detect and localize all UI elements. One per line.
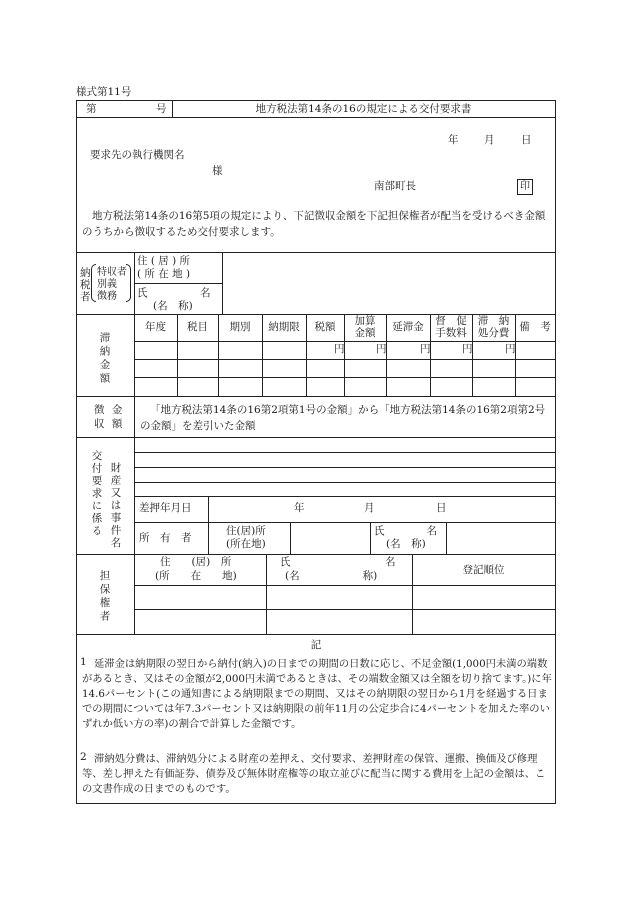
security-address-label: 住 (居) 所 <box>160 556 232 568</box>
seizure-divider <box>208 496 209 522</box>
dai-label: 第 <box>86 103 97 115</box>
yen-tokusoku: 円 <box>462 343 473 355</box>
frame-top <box>76 100 556 101</box>
arrears-row-line <box>134 377 555 378</box>
seizure-date-label: 差押年月日 <box>139 502 192 514</box>
owner-name-sub: (名 称) <box>386 538 426 550</box>
note-2-number: 2 <box>80 751 87 763</box>
taxpayer-bracket-left <box>91 264 96 302</box>
form-title: 地方税法第14条の16の規定による交付要求書 <box>255 103 472 115</box>
taxpayer-inner-3: 徴務 <box>97 291 117 302</box>
arrears-row-line <box>134 341 555 342</box>
notes-heading: 記 <box>310 639 322 651</box>
frame-right <box>555 100 556 803</box>
col-header-tokusoku-2: 手数料 <box>435 327 467 339</box>
col-header-nokigen: 納期限 <box>268 321 300 333</box>
security-address-sub: (所 在 地) <box>155 570 237 582</box>
owner-name-label: 氏 名 <box>374 525 437 537</box>
date-year: 年 <box>448 134 459 146</box>
taxpayer-label-a: 納 <box>80 267 91 279</box>
collection-label-1: 徴 金 <box>94 404 125 416</box>
owner-divider <box>208 522 209 554</box>
property-label-outer: 交付要求に係る <box>90 450 103 538</box>
col-header-zeimoku: 税目 <box>187 321 208 333</box>
issuer-name: 南部町長 <box>374 180 416 192</box>
property-line <box>134 496 555 497</box>
security-rank-label: 登記順位 <box>462 564 505 576</box>
header-bottom-line <box>76 117 556 118</box>
security-name-label: 氏 名 <box>280 556 396 568</box>
col-header-shobun-2: 処分費 <box>477 327 510 339</box>
recipient-sama: 様 <box>212 165 223 177</box>
col-header-shobun-1: 滞 納 <box>477 315 510 327</box>
taxpayer-value-divider <box>222 252 223 314</box>
note-1-number: 1 <box>80 656 87 668</box>
taxpayer-label-c: 者 <box>80 291 91 303</box>
property-line <box>134 482 555 483</box>
col-header-tokusoku-1: 督 促 <box>435 315 467 327</box>
taxpayer-mid-line <box>134 283 222 284</box>
frame-left <box>76 100 77 803</box>
seal-mark: 印 <box>517 179 533 195</box>
go-label: 号 <box>156 103 167 115</box>
note-2-text: 滞納処分費は、滞納処分による財産の差押え、交付要求、差押財産の保管、運搬、換価及び修理等、差し押えた有価証券、債券及び無体財産権等の取立並びに配当に関する費用を上記の金額は、この文書作成の日までのものです。 <box>82 753 546 795</box>
security-label-divider <box>134 554 135 634</box>
collection-top-line <box>76 396 556 397</box>
arrears-label: 滞納金額 <box>98 332 111 386</box>
col-header-kasan-1: 加算 <box>354 315 376 327</box>
col-header-entaikin: 延滞金 <box>392 321 424 333</box>
property-label-inner: 財産又は事件名 <box>109 462 122 550</box>
arrears-row-line <box>134 359 555 360</box>
col-header-biko: 備 考 <box>519 321 551 333</box>
property-line <box>134 452 555 453</box>
seizure-day: 日 <box>436 502 447 514</box>
intro-paragraph: 地方税法第14条の16第5項の規定により、下記徴収金額を下記担保権者が配当を受けるべき金額のうちから徴収するため交付要求します。 <box>82 210 546 238</box>
taxpayer-address-label: 住 ( 居 ) 所 <box>137 255 191 267</box>
yen-zeigaku: 円 <box>334 343 345 355</box>
yen-entaikin: 円 <box>420 343 431 355</box>
seizure-year: 年 <box>294 502 305 514</box>
security-label: 担保権者 <box>98 570 111 624</box>
date-day: 日 <box>521 134 532 146</box>
col-header-nendo: 年度 <box>145 321 166 333</box>
col-header-kibetsu: 期別 <box>229 321 251 333</box>
owner-divider <box>290 522 291 554</box>
security-row-line <box>134 585 555 586</box>
property-top-line <box>76 437 556 438</box>
property-line <box>134 467 555 468</box>
notes-top-line <box>76 634 556 635</box>
taxpayer-name-label: 氏 名 <box>137 287 211 299</box>
owner-address-label: 住(居)所 <box>226 525 266 537</box>
owner-top-line <box>134 522 555 523</box>
taxpayer-inner-1: 特収者 <box>97 267 127 278</box>
taxpayer-name-sub: (名 称) <box>153 300 193 312</box>
recipient-label: 要求先の執行機関名 <box>90 149 185 161</box>
seizure-month: 月 <box>364 502 375 514</box>
collection-label-2: 収 額 <box>94 418 125 430</box>
taxpayer-label-b: 税 <box>80 279 91 291</box>
security-row-line <box>134 609 555 610</box>
col-header-kasan-2: 金額 <box>354 327 376 339</box>
security-name-sub: (名 称) <box>285 570 378 582</box>
owner-divider <box>370 522 371 554</box>
owner-divider <box>446 522 447 554</box>
frame-bottom <box>76 803 556 804</box>
collection-divider <box>134 396 135 437</box>
date-month: 月 <box>484 134 495 146</box>
yen-kasan: 円 <box>376 343 387 355</box>
col-header-zeigaku: 税額 <box>314 321 336 333</box>
owner-label: 所 有 者 <box>139 532 192 544</box>
taxpayer-address-sub: ( 所 在 地 ) <box>137 268 191 280</box>
taxpayer-top-line <box>76 252 556 253</box>
security-top-line <box>76 554 556 555</box>
note-1-text: 延滞金は納期限の翌日から納付(納入)の日までの期間の日数に応じ、不足金額(1,000円未満の端数があるとき、又はその金額が2,000円未満であるときは、その端数金額又は全額を切り捨てます。)に年14.6パーセント(この通知書による納期限までの期間、又はその納期限の翌日から1月を経過する日までの期間については年7.3パーセント又は納期限の前年11月の公定歩合に4パーセントを加えた率のいずれか低い方の率)の割合で計算した金額です。 <box>82 658 552 730</box>
taxpayer-inner-2: 別義 <box>97 279 117 290</box>
security-divider <box>266 554 267 634</box>
owner-address-sub: (所在地) <box>226 538 266 550</box>
collection-text: 「地方税法第14条の16第2項第1号の金額」から「地方税法第14条の16第2項第2号の金額」を差引いた金額 <box>140 404 546 432</box>
form-number: 様式第11号 <box>76 86 132 98</box>
yen-shobun: 円 <box>505 343 516 355</box>
